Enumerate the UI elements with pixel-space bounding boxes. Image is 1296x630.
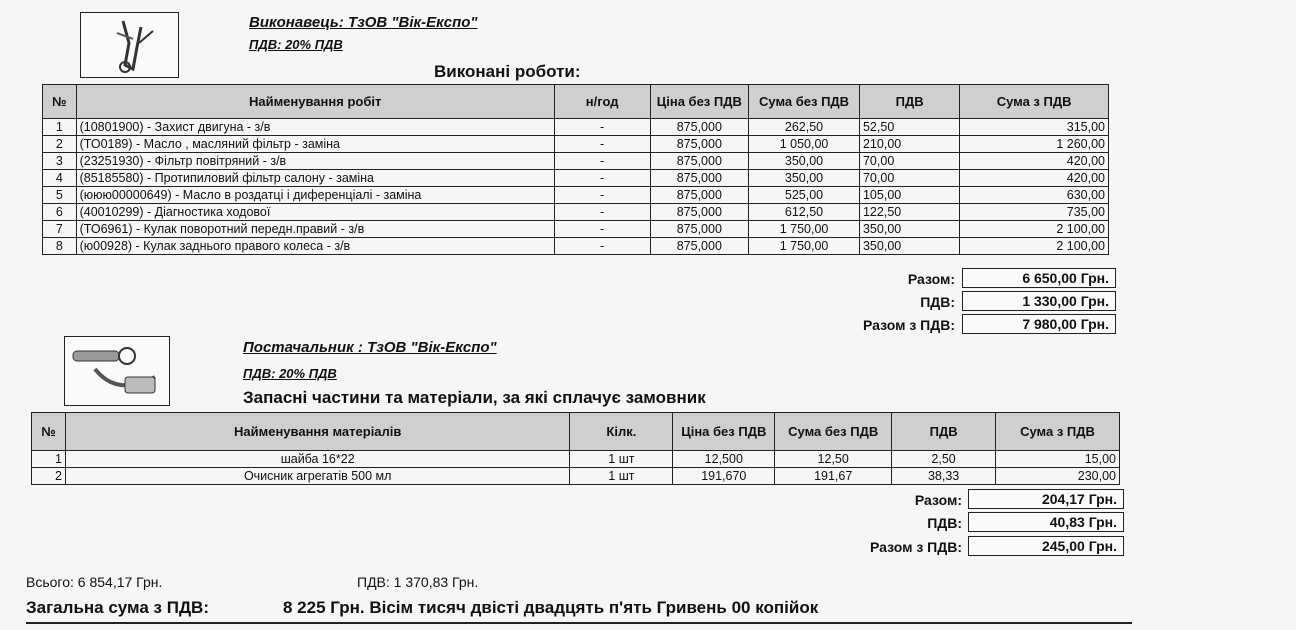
row-price: 12,500 [673,451,775,468]
table-row [43,153,1109,170]
row-num: 2 [43,136,77,153]
wrench-tool-icon [81,13,178,77]
col-header-total: Сума з ПДВ [996,413,1120,451]
row-num: 4 [43,170,77,187]
table-row [32,451,1120,468]
row-price: 875,000 [650,238,749,255]
works-vat-line: ПДВ: 20% ПДВ [249,37,343,52]
parts-sum-label: Разом: [914,492,962,508]
row-total: 1 260,00 [960,136,1109,153]
row-sum: 1 750,00 [749,221,860,238]
row-name: Очисник агрегатів 500 мл [65,468,569,485]
row-total: 735,00 [960,204,1109,221]
row-qty: 1 шт [570,468,673,485]
row-sum: 262,50 [749,119,860,136]
col-header-vat: ПДВ [892,413,996,451]
row-vat: 350,00 [859,238,959,255]
table-row [43,221,1109,238]
col-header-name: Найменування робіт [76,85,554,119]
row-hours: - [554,204,650,221]
car-parts-icon [65,337,169,405]
row-sum: 1 050,00 [749,136,860,153]
row-sum: 350,00 [749,153,860,170]
parts-total-value: 245,00 Грн. [968,536,1124,556]
row-total: 630,00 [960,187,1109,204]
table-row [43,170,1109,187]
row-total: 420,00 [960,153,1109,170]
row-name: (85185580) - Протипиловий фільтр салону - заміна [76,170,554,187]
works-total-label: Разом з ПДВ: [863,317,955,333]
row-hours: - [554,136,650,153]
row-num: 7 [43,221,77,238]
row-name: (ююю00000649) - Масло в роздатці і диференціалі - заміна [76,187,554,204]
col-header-hours: н/год [554,85,650,119]
row-vat: 105,00 [859,187,959,204]
table-row [43,204,1109,221]
executor-line: Виконавець: ТзОВ "Вік-Експо" [249,14,478,31]
row-price: 875,000 [650,170,749,187]
total-without-vat: Всього: 6 854,17 Грн. [26,574,163,590]
col-header-num: № [32,413,66,451]
parts-sum-value: 204,17 Грн. [968,489,1124,509]
parts-vat-line: ПДВ: 20% ПДВ [243,366,337,381]
row-total: 230,00 [996,468,1120,485]
table-row [43,119,1109,136]
row-vat: 210,00 [859,136,959,153]
row-price: 875,000 [650,221,749,238]
row-name: (10801900) - Захист двигуна - з/в [76,119,554,136]
row-total: 2 100,00 [960,221,1109,238]
row-sum: 525,00 [749,187,860,204]
row-vat: 122,50 [859,204,959,221]
parts-total-label: Разом з ПДВ: [870,539,962,555]
col-header-sum: Сума без ПДВ [775,413,892,451]
row-total: 2 100,00 [960,238,1109,255]
row-price: 875,000 [650,187,749,204]
works-vat-label: ПДВ: [920,294,955,310]
parts-vat-label: ПДВ: [927,515,962,531]
row-vat: 70,00 [859,170,959,187]
row-name: (ТО6961) - Кулак поворотний передн.правий - з/в [76,221,554,238]
row-hours: - [554,119,650,136]
works-table [42,84,1109,255]
row-hours: - [554,153,650,170]
row-name: (40010299) - Діагностика ходової [76,204,554,221]
row-num: 5 [43,187,77,204]
row-sum: 350,00 [749,170,860,187]
col-header-total: Сума з ПДВ [960,85,1109,119]
works-logo [80,12,179,78]
footer-rule [26,622,1132,624]
row-total: 315,00 [960,119,1109,136]
table-row [32,468,1120,485]
row-price: 875,000 [650,119,749,136]
works-sum-label: Разом: [907,271,955,287]
row-num: 8 [43,238,77,255]
works-title: Виконані роботи: [434,62,581,81]
col-header-name: Найменування матеріалів [65,413,569,451]
row-total: 15,00 [996,451,1120,468]
col-header-qty: Кілк. [570,413,673,451]
works-sum-value: 6 650,00 Грн. [962,268,1116,288]
row-num: 2 [32,468,66,485]
parts-table [31,412,1120,485]
row-price: 875,000 [650,136,749,153]
row-sum: 612,50 [749,204,860,221]
grand-total-value: 8 225 Грн. Вісім тисяч двісті двадцять п'ять Гривень 00 копійок [283,598,819,617]
parts-logo [64,336,170,406]
row-hours: - [554,170,650,187]
row-num: 3 [43,153,77,170]
table-row [43,136,1109,153]
col-header-num: № [43,85,77,119]
row-num: 1 [43,119,77,136]
table-row [43,238,1109,255]
row-name: (23251930) - Фільтр повітряний - з/в [76,153,554,170]
col-header-sum: Сума без ПДВ [749,85,860,119]
works-total-value: 7 980,00 Грн. [962,314,1116,334]
row-qty: 1 шт [570,451,673,468]
row-vat: 2,50 [892,451,996,468]
row-vat: 38,33 [892,468,996,485]
row-price: 191,670 [673,468,775,485]
parts-title: Запасні частини та матеріали, за які сплачує замовник [243,388,706,407]
col-header-vat: ПДВ [859,85,959,119]
parts-vat-value: 40,83 Грн. [968,512,1124,532]
row-vat: 70,00 [859,153,959,170]
row-vat: 350,00 [859,221,959,238]
row-price: 875,000 [650,153,749,170]
row-vat: 52,50 [859,119,959,136]
grand-total-label: Загальна сума з ПДВ: [26,598,209,617]
row-hours: - [554,187,650,204]
row-num: 1 [32,451,66,468]
row-name: (ю00928) - Кулак заднього правого колеса - з/в [76,238,554,255]
row-sum: 191,67 [775,468,892,485]
row-name: (ТО0189) - Масло , масляний фільтр - заміна [76,136,554,153]
col-header-price: Ціна без ПДВ [650,85,749,119]
row-hours: - [554,221,650,238]
col-header-price: Ціна без ПДВ [673,413,775,451]
row-price: 875,000 [650,204,749,221]
works-vat-value: 1 330,00 Грн. [962,291,1116,311]
row-total: 420,00 [960,170,1109,187]
total-vat: ПДВ: 1 370,83 Грн. [357,574,479,590]
supplier-line: Постачальник : ТзОВ "Вік-Експо" [243,339,497,356]
row-name: шайба 16*22 [65,451,569,468]
row-num: 6 [43,204,77,221]
row-hours: - [554,238,650,255]
row-sum: 1 750,00 [749,238,860,255]
row-sum: 12,50 [775,451,892,468]
table-row [43,187,1109,204]
